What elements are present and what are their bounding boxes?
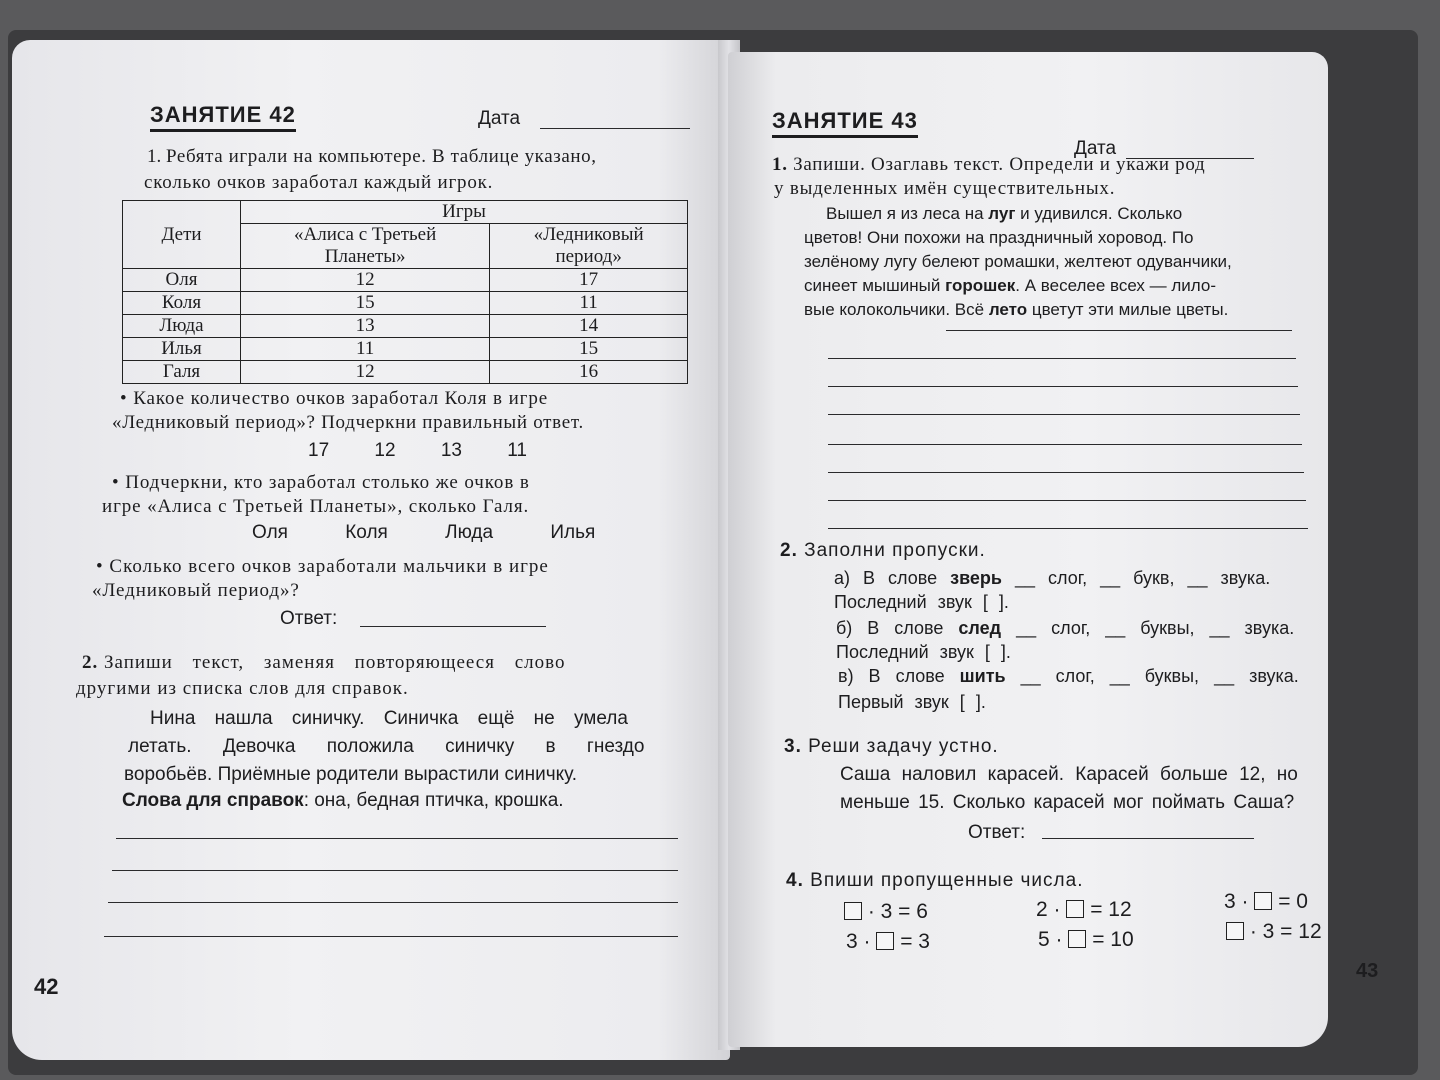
highlighted-noun: горошек — [945, 276, 1016, 295]
task-title: Реши задачу устно. — [808, 736, 999, 757]
problem-line: Саша наловил карасей. Карасей больше 12, но — [840, 764, 1298, 785]
target-word: зверь — [950, 568, 1002, 588]
writing-line[interactable] — [108, 902, 678, 903]
writing-line[interactable] — [946, 330, 1292, 331]
header-games: Игры — [241, 201, 688, 224]
story-line: цветов! Они похожи на праздничный хоровод. По — [804, 228, 1194, 247]
answer-label: Ответ: — [280, 608, 338, 629]
question-text: игре «Алиса с Третьей Планеты», сколько Галя. — [102, 496, 530, 517]
reference-words: : она, бедная птичка, крошка. — [303, 790, 564, 811]
blank-box[interactable] — [1254, 892, 1272, 910]
writing-line[interactable] — [116, 838, 678, 839]
writing-line[interactable] — [828, 444, 1302, 445]
table-row: Галя 12 16 — [123, 361, 688, 384]
table-row: Люда 13 14 — [123, 315, 688, 338]
header-game1: «Алиса с Третьей Планеты» — [241, 224, 490, 269]
task-text: другими из списка слов для справок. — [76, 678, 409, 699]
writing-line[interactable] — [828, 414, 1300, 415]
option-17[interactable]: 17 — [308, 440, 330, 461]
option-12[interactable]: 12 — [374, 440, 396, 461]
task-number: 2. — [780, 540, 798, 561]
option-ilya[interactable]: Илья — [550, 522, 596, 543]
story-line: Нина нашла синичку. Синичка ещё не умела — [150, 708, 628, 729]
writing-line[interactable] — [828, 500, 1306, 501]
table-row: Илья 11 15 — [123, 338, 688, 361]
header-children: Дети — [123, 201, 241, 269]
table-row: Оля 12 17 — [123, 269, 688, 292]
story-paragraph — [804, 202, 1232, 322]
blank-box[interactable] — [1066, 900, 1084, 918]
date-label: Дата — [478, 108, 521, 129]
task-text: сколько очков заработал каждый игрок. — [144, 172, 494, 193]
task-text: Запиши. Озаглавь текст. Определи и укажи род — [793, 154, 1206, 175]
option-lyuda[interactable]: Люда — [445, 522, 494, 543]
task-number: 2. — [82, 652, 99, 673]
story-line: вые колокольчики. Всё лето цветут эти милые цветы. — [804, 300, 1229, 319]
highlighted-noun: луг — [988, 204, 1016, 223]
right-page — [728, 52, 1328, 1047]
bullet: • — [120, 388, 134, 409]
left-page — [12, 40, 730, 1060]
highlighted-noun: лето — [988, 300, 1028, 319]
score-table — [122, 200, 688, 384]
fill-item-a-last: Последний звук [ ]. — [834, 592, 1009, 612]
question-text: Какое количество очков заработал Коля в игре — [133, 388, 549, 409]
task-title: Впиши пропущенные числа. — [810, 870, 1084, 891]
equation: · 3 = 6 — [844, 900, 928, 924]
task-number: 4. — [786, 870, 804, 891]
equation: 3 · = 0 — [1224, 890, 1308, 913]
blank-box[interactable] — [1226, 922, 1244, 940]
story-line: воробьёв. Приёмные родители вырастили синичку. — [124, 764, 578, 785]
writing-line[interactable] — [828, 528, 1308, 529]
task-text: Запиши текст, заменяя повторяющееся слово — [104, 652, 566, 673]
bullet: • — [112, 472, 126, 493]
target-word: след — [958, 618, 1002, 638]
fill-item-c-first: Первый звук [ ]. — [838, 692, 986, 712]
target-word: шить — [959, 666, 1006, 686]
story-line: летать. Девочка положила синичку в гнездо — [128, 736, 645, 757]
equation: 5 · = 10 — [1038, 928, 1134, 951]
story-line: зелёному лугу белеют ромашки, желтеют одуванчики, — [804, 252, 1232, 271]
equation: · 3 = 12 — [1226, 920, 1322, 944]
date-line — [540, 128, 690, 129]
blank-box[interactable] — [1068, 930, 1086, 948]
question-text: Сколько всего очков заработали мальчики в игре — [109, 556, 549, 577]
header-game2: «Ледниковый период» — [490, 224, 688, 269]
question-text: «Ледниковый период»? Подчеркни правильный ответ. — [112, 412, 584, 433]
fill-item-c: в) В слове шить __ слог, __ буквы, __ звука. — [838, 666, 1299, 686]
fill-item-b: б) В слове след __ слог, __ буквы, __ звука. — [836, 618, 1295, 638]
blank-box[interactable] — [844, 902, 862, 920]
equation: 3 · = 3 — [846, 930, 930, 953]
table-row: Коля 15 11 — [123, 292, 688, 315]
bullet: • — [96, 556, 110, 577]
answer-line[interactable] — [360, 626, 546, 627]
reference-label: Слова для справок — [122, 790, 304, 811]
task-number: 1. — [147, 146, 162, 167]
page-number: 42 — [34, 974, 59, 999]
story-line: синеет мышиный горошек. А веселее всех — лило- — [804, 276, 1217, 295]
writing-line[interactable] — [104, 936, 678, 937]
fill-item-b-last: Последний звук [ ]. — [836, 642, 1011, 662]
task-number: 1. — [772, 154, 788, 175]
answer-line[interactable] — [1042, 838, 1254, 839]
task-title: Заполни пропуски. — [804, 540, 986, 561]
writing-line[interactable] — [112, 870, 678, 871]
writing-line[interactable] — [828, 358, 1296, 359]
fill-item-a: а) В слове зверь __ слог, __ букв, __ звука. — [834, 568, 1271, 588]
writing-line[interactable] — [828, 386, 1298, 387]
task-text: у выделенных имён существительных. — [774, 178, 1116, 199]
equation: 2 · = 12 — [1036, 898, 1132, 921]
lesson-title: ЗАНЯТИЕ 43 — [772, 108, 918, 138]
option-kolya[interactable]: Коля — [345, 522, 388, 543]
option-13[interactable]: 13 — [440, 440, 462, 461]
name-options — [252, 522, 595, 544]
date-label: Дата — [1074, 138, 1117, 159]
task-number: 3. — [784, 736, 802, 757]
task-text: Ребята играли на компьютере. В таблице указано, — [166, 146, 597, 167]
writing-line[interactable] — [828, 472, 1304, 473]
page-number-right: 43 — [1356, 960, 1379, 982]
answer-label: Ответ: — [968, 822, 1026, 843]
option-11[interactable]: 11 — [507, 440, 527, 461]
question-text: «Ледниковый период»? — [92, 580, 300, 601]
lesson-title: ЗАНЯТИЕ 42 — [150, 102, 296, 132]
question-text: Подчеркни, кто заработал столько же очков в — [125, 472, 530, 493]
story-line: Вышел я из леса на луг и удивился. Сколько — [826, 204, 1183, 223]
option-olya[interactable]: Оля — [252, 522, 288, 543]
problem-line: меньше 15. Сколько карасей мог поймать Саша? — [840, 792, 1295, 813]
blank-box[interactable] — [876, 932, 894, 950]
answer-options — [308, 440, 527, 462]
